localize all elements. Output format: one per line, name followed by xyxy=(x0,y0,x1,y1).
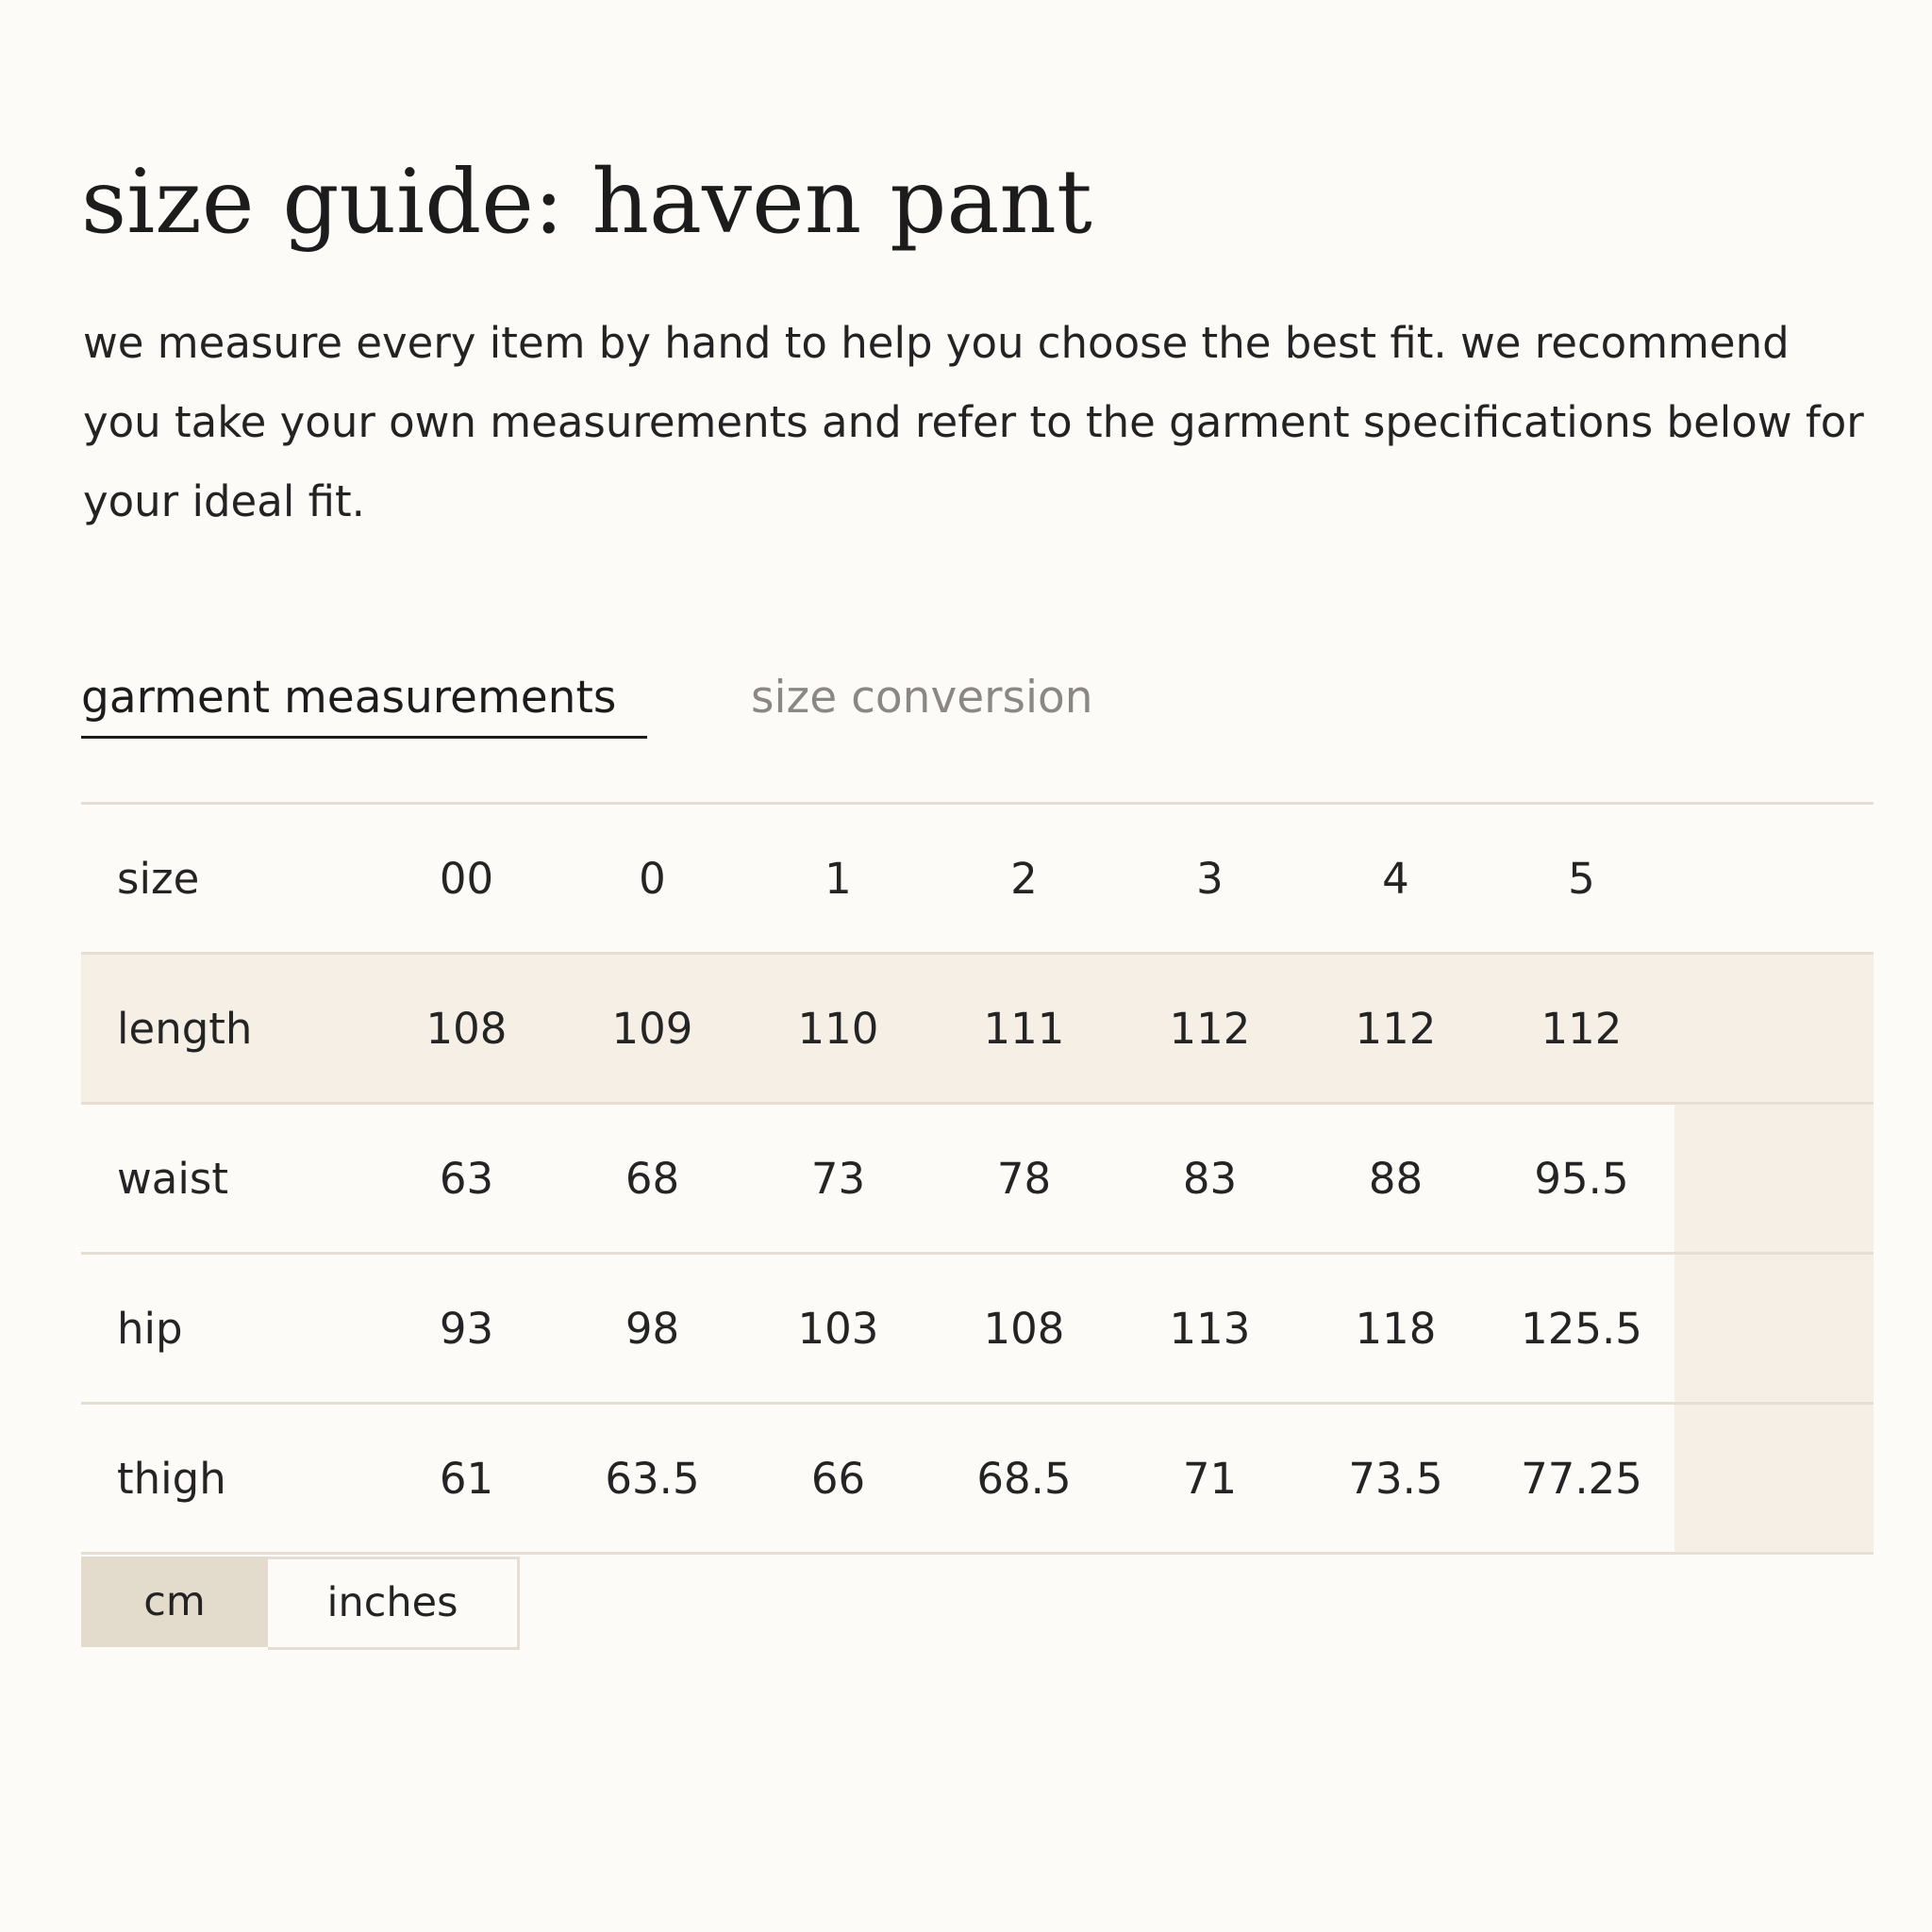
row-padding xyxy=(1674,1404,1874,1554)
row-label: waist xyxy=(81,1104,374,1254)
table-cell: 61 xyxy=(374,1404,559,1554)
size-cell: 3 xyxy=(1117,804,1303,954)
table-cell: 95.5 xyxy=(1489,1104,1674,1254)
size-cell: 2 xyxy=(931,804,1117,954)
row-padding xyxy=(1674,1254,1874,1404)
unit-toggle xyxy=(81,1557,520,1651)
table-cell: 111 xyxy=(931,954,1117,1104)
table-row-thigh xyxy=(81,1404,1874,1554)
size-cell: 00 xyxy=(374,804,559,954)
table-cell: 93 xyxy=(374,1254,559,1404)
table-cell: 66 xyxy=(745,1404,931,1554)
size-cell: 0 xyxy=(559,804,745,954)
table-header-row xyxy=(81,804,1874,954)
row-label: length xyxy=(81,954,374,1104)
table-cell: 98 xyxy=(559,1254,745,1404)
size-table xyxy=(81,802,1874,1555)
table-cell: 68 xyxy=(559,1104,745,1254)
size-table-container xyxy=(81,802,1874,1555)
table-cell: 112 xyxy=(1303,954,1489,1104)
table-cell: 88 xyxy=(1303,1104,1489,1254)
table-cell: 108 xyxy=(931,1254,1117,1404)
table-cell: 103 xyxy=(745,1254,931,1404)
row-label: hip xyxy=(81,1254,374,1404)
table-row-hip xyxy=(81,1254,1874,1404)
size-cell: 1 xyxy=(745,804,931,954)
table-cell: 73.5 xyxy=(1303,1404,1489,1554)
table-cell: 77.25 xyxy=(1489,1404,1674,1554)
row-padding xyxy=(1674,804,1874,954)
row-padding xyxy=(1674,1104,1874,1254)
page-title: size guide: haven pant xyxy=(81,151,1092,254)
tab-size-conversion[interactable]: size conversion xyxy=(751,672,1093,724)
table-cell: 68.5 xyxy=(931,1404,1117,1554)
table-cell: 78 xyxy=(931,1104,1117,1254)
tab-garment-measurements[interactable]: garment measurements xyxy=(81,660,647,739)
table-cell: 112 xyxy=(1489,954,1674,1104)
size-cell: 5 xyxy=(1489,804,1674,954)
row-label: thigh xyxy=(81,1404,374,1554)
table-cell: 112 xyxy=(1117,954,1303,1104)
table-row-length xyxy=(81,954,1874,1104)
table-row-waist xyxy=(81,1104,1874,1254)
table-cell: 109 xyxy=(559,954,745,1104)
table-cell: 63 xyxy=(374,1104,559,1254)
unit-cm-button[interactable]: cm xyxy=(81,1557,268,1647)
size-cell: 4 xyxy=(1303,804,1489,954)
table-cell: 73 xyxy=(745,1104,931,1254)
table-cell: 113 xyxy=(1117,1254,1303,1404)
unit-inches-button[interactable]: inches xyxy=(268,1557,520,1650)
table-cell: 108 xyxy=(374,954,559,1104)
table-cell: 63.5 xyxy=(559,1404,745,1554)
table-cell: 110 xyxy=(745,954,931,1104)
table-cell: 118 xyxy=(1303,1254,1489,1404)
table-cell: 71 xyxy=(1117,1404,1303,1554)
table-cell: 125.5 xyxy=(1489,1254,1674,1404)
row-label: size xyxy=(81,804,374,954)
row-padding xyxy=(1674,954,1874,1104)
intro-text: we measure every item by hand to help you choose the best fit. we recommend you take your own measurements and refer to the garment specifications below for your ideal fit. xyxy=(83,318,1864,526)
table-cell: 83 xyxy=(1117,1104,1303,1254)
